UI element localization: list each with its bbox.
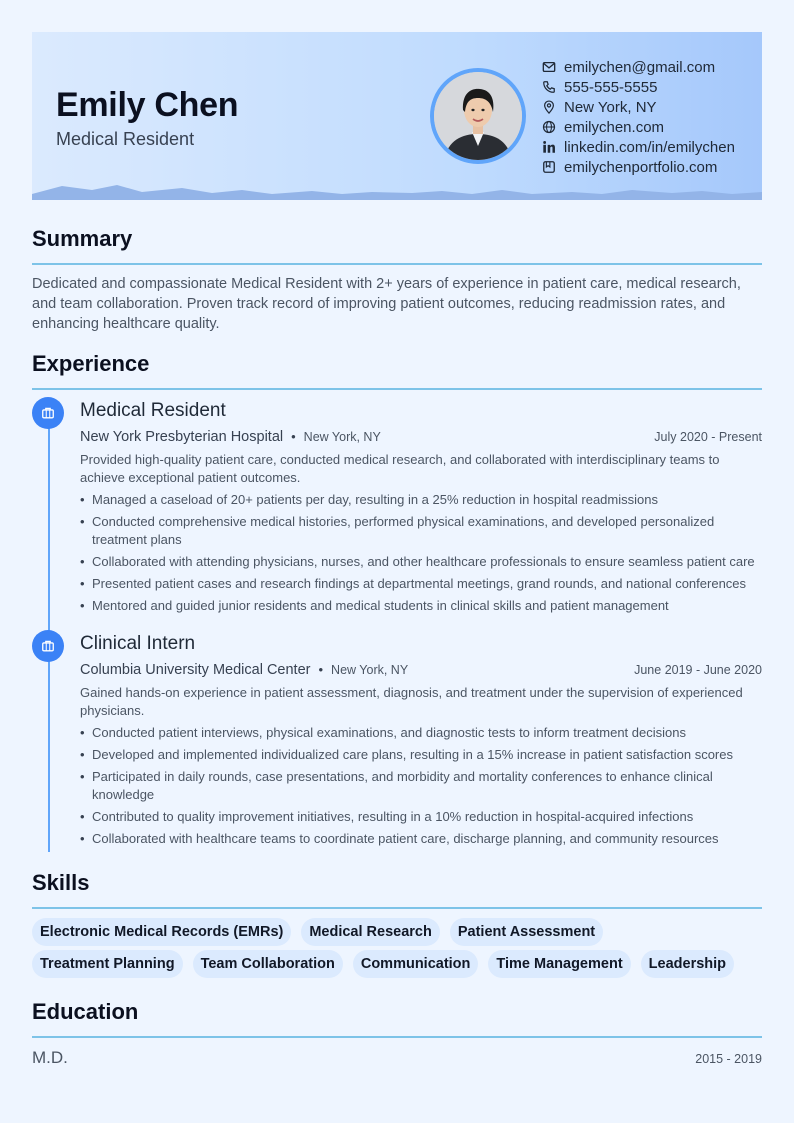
achievement-item: • Mentored and guided junior residents and medical students in clinical skills and patient management bbox=[80, 597, 762, 615]
experience-heading: Experience bbox=[32, 351, 150, 376]
globe-icon bbox=[542, 120, 556, 134]
achievement-item: • Collaborated with attending physicians, nurses, and other healthcare professionals to ensure seamless patient care bbox=[80, 553, 762, 571]
contact-location-text: New York, NY bbox=[564, 98, 657, 116]
skill-chip: Leadership bbox=[641, 950, 734, 978]
education-divider bbox=[32, 1036, 762, 1038]
job-organization: Columbia University Medical Center bbox=[80, 662, 311, 678]
achievement-item: • Conducted patient interviews, physical examinations, and diagnostic tests to inform treatment decisions bbox=[80, 724, 762, 742]
achievement-item: • Conducted comprehensive medical histories, performed physical examinations, and developed personalized treatment plans bbox=[80, 513, 762, 549]
summary-divider bbox=[32, 263, 762, 265]
skills-heading: Skills bbox=[32, 870, 90, 895]
contact-phone-text: 555-555-5555 bbox=[564, 78, 658, 96]
achievement-item: • Contributed to quality improvement initiatives, resulting in a 10% reduction in hospital-acquired infections bbox=[80, 808, 762, 826]
summary-text: Dedicated and compassionate Medical Resident with 2+ years of experience in patient care, medical research, and team collaboration. Proven track record of improving patient outcomes, reducing readmission rates, and enhancing healthcare quality. bbox=[32, 276, 741, 332]
job-dates: July 2020 - Present bbox=[654, 430, 762, 444]
job-title: Medical Resident bbox=[80, 400, 226, 421]
skill-chip: Electronic Medical Records (EMRs) bbox=[32, 918, 291, 946]
briefcase-icon bbox=[41, 406, 55, 420]
job-description: Provided high-quality patient care, conducted medical research, and collaborated with interdisciplinary teams to achieve exceptional patient outcomes. bbox=[80, 452, 720, 485]
achievement-item: • Participated in daily rounds, case presentations, and morbidity and mortality conferences to enhance clinical knowledge bbox=[80, 768, 762, 804]
resume-header bbox=[32, 32, 762, 200]
job-achievements bbox=[80, 491, 762, 615]
job-location: New York, NY bbox=[303, 430, 381, 444]
contact-phone[interactable] bbox=[542, 77, 735, 97]
education-heading: Education bbox=[32, 999, 139, 1024]
achievement-item: • Managed a caseload of 20+ patients per day, resulting in a 25% reduction in hospital readmissions bbox=[80, 491, 762, 509]
contact-list bbox=[542, 57, 735, 177]
summary-heading: Summary bbox=[32, 226, 133, 251]
candidate-title: Medical Resident bbox=[56, 129, 195, 149]
job-dates: June 2019 - June 2020 bbox=[634, 663, 762, 677]
skills-list bbox=[32, 918, 762, 982]
skill-chip: Communication bbox=[353, 950, 479, 978]
job-organization: New York Presbyterian Hospital bbox=[80, 429, 284, 445]
job-achievements bbox=[80, 724, 762, 848]
contact-website-text: emilychen.com bbox=[564, 118, 665, 136]
job-icon-badge bbox=[32, 397, 64, 429]
job-location: New York, NY bbox=[331, 663, 409, 677]
skill-chip: Treatment Planning bbox=[32, 950, 183, 978]
achievement-item: • Developed and implemented individualized care plans, resulting in a 15% increase in patient satisfaction scores bbox=[80, 746, 762, 764]
location-pin-icon bbox=[542, 100, 556, 114]
envelope-icon bbox=[542, 60, 556, 74]
linkedin-icon bbox=[542, 140, 556, 154]
briefcase-icon bbox=[41, 639, 55, 653]
contact-portfolio[interactable] bbox=[542, 157, 735, 177]
job-title: Clinical Intern bbox=[80, 633, 196, 654]
contact-linkedin-text: linkedin.com/in/emilychen bbox=[564, 138, 735, 156]
education-degree: M.D. bbox=[32, 1048, 68, 1067]
contact-email[interactable] bbox=[542, 57, 735, 77]
education-dates: 2015 - 2019 bbox=[695, 1052, 762, 1066]
candidate-name: Emily Chen bbox=[56, 86, 239, 124]
skill-chip: Medical Research bbox=[301, 918, 440, 946]
skills-divider bbox=[32, 907, 762, 909]
job-description: Gained hands-on experience in patient assessment, diagnosis, and treatment under the supervision of experienced physicians. bbox=[80, 685, 743, 718]
skill-chip: Time Management bbox=[488, 950, 630, 978]
contact-linkedin[interactable] bbox=[542, 137, 735, 157]
phone-icon bbox=[542, 80, 556, 94]
contact-email-text: emilychen@gmail.com bbox=[564, 58, 716, 76]
skill-chip: Team Collaboration bbox=[193, 950, 343, 978]
experience-divider bbox=[32, 388, 762, 390]
portfolio-icon bbox=[542, 160, 556, 174]
header-wave-decoration bbox=[32, 182, 762, 200]
achievement-item: • Presented patient cases and research findings at departmental meetings, grand rounds, and national conferences bbox=[80, 575, 762, 593]
contact-location bbox=[542, 97, 735, 117]
achievement-item: • Collaborated with healthcare teams to coordinate patient care, discharge planning, and community resources bbox=[80, 830, 762, 848]
contact-portfolio-text: emilychenportfolio.com bbox=[564, 158, 718, 176]
avatar bbox=[430, 68, 526, 164]
contact-website[interactable] bbox=[542, 117, 735, 137]
skill-chip: Patient Assessment bbox=[450, 918, 603, 946]
job-icon-badge bbox=[32, 630, 64, 662]
